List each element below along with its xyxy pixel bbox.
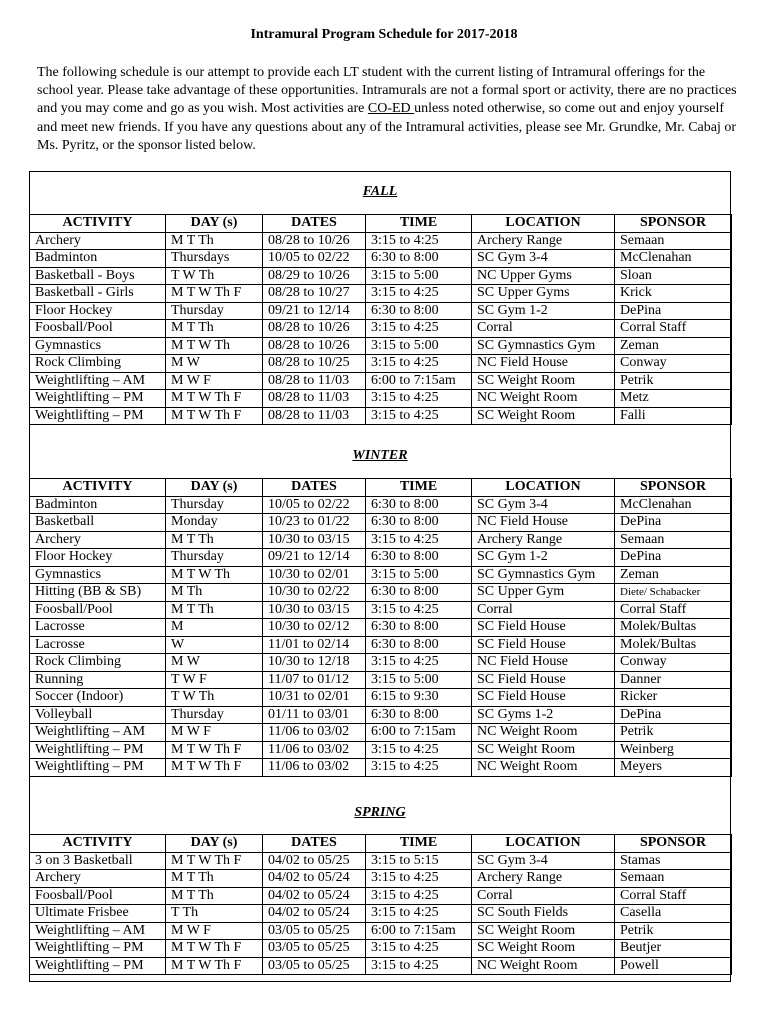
cell-time: 6:30 to 8:00 bbox=[366, 619, 472, 637]
cell-sponsor: Diete/ Schabacker bbox=[615, 584, 732, 602]
cell-location: Archery Range bbox=[472, 531, 615, 549]
column-header-dates: DATES bbox=[263, 215, 366, 233]
cell-location: Archery Range bbox=[472, 232, 615, 250]
table-row bbox=[30, 337, 732, 355]
intro-text-1: The following schedule is our attempt to provide each LT student with the current listing of Intramural offerings for the school year. Please take advantage of these opportunities. Intramurals are not a formal sport or activity, there are no practices and you may come and go as you wish. Most activities are bbox=[37, 65, 737, 117]
cell-day: Monday bbox=[166, 514, 263, 532]
cell-activity: Weightlifting – PM bbox=[30, 759, 166, 777]
cell-location: NC Field House bbox=[472, 355, 615, 373]
cell-location: NC Weight Room bbox=[472, 390, 615, 408]
cell-time: 6:30 to 8:00 bbox=[366, 706, 472, 724]
cell-activity: Badminton bbox=[30, 250, 166, 268]
cell-dates: 08/28 to 10/26 bbox=[263, 320, 366, 338]
cell-location: SC Gymnastics Gym bbox=[472, 566, 615, 584]
column-header-dates: DATES bbox=[263, 479, 366, 497]
cell-location: SC Field House bbox=[472, 619, 615, 637]
cell-sponsor: Krick bbox=[615, 285, 732, 303]
cell-day: M W F bbox=[166, 922, 263, 940]
intro-paragraph bbox=[37, 64, 742, 155]
column-header-activity: ACTIVITY bbox=[30, 835, 166, 853]
cell-location: SC Field House bbox=[472, 636, 615, 654]
cell-activity: Rock Climbing bbox=[30, 355, 166, 373]
cell-time: 3:15 to 4:25 bbox=[366, 940, 472, 958]
cell-sponsor: Casella bbox=[615, 905, 732, 923]
cell-day: M T W Th F bbox=[166, 390, 263, 408]
table-row bbox=[30, 232, 732, 250]
cell-activity: Weightlifting – PM bbox=[30, 957, 166, 975]
table-row bbox=[30, 302, 732, 320]
cell-day: M W F bbox=[166, 724, 263, 742]
cell-activity: Foosball/Pool bbox=[30, 320, 166, 338]
table-row bbox=[30, 531, 732, 549]
cell-sponsor: Powell bbox=[615, 957, 732, 975]
cell-time: 3:15 to 4:25 bbox=[366, 905, 472, 923]
cell-sponsor: Semaan bbox=[615, 232, 732, 250]
table-row bbox=[30, 619, 732, 637]
cell-dates: 08/28 to 11/03 bbox=[263, 390, 366, 408]
cell-activity: Weightlifting – PM bbox=[30, 407, 166, 425]
cell-activity: Gymnastics bbox=[30, 337, 166, 355]
cell-activity: Lacrosse bbox=[30, 636, 166, 654]
cell-dates: 11/06 to 03/02 bbox=[263, 724, 366, 742]
cell-day: M T Th bbox=[166, 887, 263, 905]
cell-day: T Th bbox=[166, 905, 263, 923]
cell-activity: Volleyball bbox=[30, 706, 166, 724]
cell-dates: 09/21 to 12/14 bbox=[263, 302, 366, 320]
cell-activity: Archery bbox=[30, 531, 166, 549]
table-row bbox=[30, 566, 732, 584]
spring-table bbox=[29, 834, 732, 975]
cell-activity: Basketball - Girls bbox=[30, 285, 166, 303]
cell-location: SC Weight Room bbox=[472, 407, 615, 425]
cell-location: NC Weight Room bbox=[472, 957, 615, 975]
cell-dates: 11/01 to 02/14 bbox=[263, 636, 366, 654]
cell-sponsor: Corral Staff bbox=[615, 320, 732, 338]
cell-activity: Basketball - Boys bbox=[30, 267, 166, 285]
cell-activity: Rock Climbing bbox=[30, 654, 166, 672]
cell-sponsor: Sloan bbox=[615, 267, 732, 285]
cell-sponsor: Corral Staff bbox=[615, 601, 732, 619]
season-heading-fall: FALL bbox=[362, 184, 398, 199]
cell-day: T W F bbox=[166, 671, 263, 689]
cell-dates: 10/30 to 03/15 bbox=[263, 531, 366, 549]
cell-dates: 10/23 to 01/22 bbox=[263, 514, 366, 532]
cell-dates: 09/21 to 12/14 bbox=[263, 549, 366, 567]
cell-time: 3:15 to 4:25 bbox=[366, 531, 472, 549]
cell-day: T W Th bbox=[166, 267, 263, 285]
cell-activity: Lacrosse bbox=[30, 619, 166, 637]
cell-dates: 10/05 to 02/22 bbox=[263, 250, 366, 268]
header-row bbox=[30, 215, 732, 233]
winter-table bbox=[29, 478, 732, 777]
table-row bbox=[30, 250, 732, 268]
cell-sponsor: Petrik bbox=[615, 724, 732, 742]
column-header-activity: ACTIVITY bbox=[30, 215, 166, 233]
table-row bbox=[30, 671, 732, 689]
table-row bbox=[30, 601, 732, 619]
cell-time: 6:00 to 7:15am bbox=[366, 724, 472, 742]
cell-activity: Weightlifting – PM bbox=[30, 741, 166, 759]
cell-day: Thursday bbox=[166, 706, 263, 724]
table-row bbox=[30, 759, 732, 777]
cell-dates: 08/28 to 11/03 bbox=[263, 372, 366, 390]
cell-dates: 08/28 to 10/26 bbox=[263, 337, 366, 355]
cell-location: SC Weight Room bbox=[472, 940, 615, 958]
cell-dates: 08/29 to 10/26 bbox=[263, 267, 366, 285]
cell-day: Thursday bbox=[166, 302, 263, 320]
cell-activity: Weightlifting – PM bbox=[30, 940, 166, 958]
cell-location: SC Gyms 1-2 bbox=[472, 706, 615, 724]
table-row bbox=[30, 940, 732, 958]
cell-dates: 04/02 to 05/24 bbox=[263, 905, 366, 923]
cell-dates: 11/06 to 03/02 bbox=[263, 741, 366, 759]
table-row bbox=[30, 372, 732, 390]
cell-dates: 11/06 to 03/02 bbox=[263, 759, 366, 777]
cell-location: Corral bbox=[472, 601, 615, 619]
cell-day: M W F bbox=[166, 372, 263, 390]
table-row bbox=[30, 905, 732, 923]
cell-sponsor: McClenahan bbox=[615, 496, 732, 514]
cell-time: 6:30 to 8:00 bbox=[366, 302, 472, 320]
cell-location: Archery Range bbox=[472, 870, 615, 888]
cell-day: M T W Th F bbox=[166, 741, 263, 759]
cell-sponsor: DePina bbox=[615, 514, 732, 532]
intro-coed: CO-ED bbox=[367, 101, 415, 117]
cell-day: M T Th bbox=[166, 601, 263, 619]
cell-day: M bbox=[166, 619, 263, 637]
cell-location: SC Upper Gym bbox=[472, 584, 615, 602]
table-row bbox=[30, 887, 732, 905]
cell-sponsor: Zeman bbox=[615, 337, 732, 355]
cell-sponsor: Molek/Bultas bbox=[615, 619, 732, 637]
cell-sponsor: Conway bbox=[615, 355, 732, 373]
cell-sponsor: McClenahan bbox=[615, 250, 732, 268]
cell-day: Thursday bbox=[166, 496, 263, 514]
cell-location: SC Gym 3-4 bbox=[472, 496, 615, 514]
cell-sponsor: Zeman bbox=[615, 566, 732, 584]
table-row bbox=[30, 922, 732, 940]
cell-activity: Running bbox=[30, 671, 166, 689]
cell-location: SC Field House bbox=[472, 689, 615, 707]
cell-time: 6:00 to 7:15am bbox=[366, 922, 472, 940]
cell-time: 6:00 to 7:15am bbox=[366, 372, 472, 390]
table-row bbox=[30, 549, 732, 567]
cell-dates: 10/05 to 02/22 bbox=[263, 496, 366, 514]
cell-time: 3:15 to 5:00 bbox=[366, 566, 472, 584]
cell-activity: Gymnastics bbox=[30, 566, 166, 584]
cell-time: 3:15 to 4:25 bbox=[366, 654, 472, 672]
cell-dates: 10/30 to 02/01 bbox=[263, 566, 366, 584]
cell-sponsor: Semaan bbox=[615, 870, 732, 888]
table-row bbox=[30, 496, 732, 514]
cell-location: SC Gymnastics Gym bbox=[472, 337, 615, 355]
table-row bbox=[30, 724, 732, 742]
table-row bbox=[30, 689, 732, 707]
cell-day: Thursdays bbox=[166, 250, 263, 268]
cell-day: M T W Th bbox=[166, 566, 263, 584]
cell-activity: Foosball/Pool bbox=[30, 887, 166, 905]
cell-activity: Soccer (Indoor) bbox=[30, 689, 166, 707]
column-header-location: LOCATION bbox=[472, 835, 615, 853]
cell-activity: Badminton bbox=[30, 496, 166, 514]
cell-sponsor: DePina bbox=[615, 549, 732, 567]
cell-dates: 03/05 to 05/25 bbox=[263, 940, 366, 958]
table-row bbox=[30, 870, 732, 888]
cell-sponsor: Weinberg bbox=[615, 741, 732, 759]
table-row bbox=[30, 267, 732, 285]
schedule-box bbox=[29, 171, 731, 982]
cell-location: SC Gym 1-2 bbox=[472, 302, 615, 320]
column-header-location: LOCATION bbox=[472, 479, 615, 497]
cell-activity: Floor Hockey bbox=[30, 302, 166, 320]
column-header-time: TIME bbox=[366, 215, 472, 233]
cell-day: M W bbox=[166, 654, 263, 672]
cell-sponsor: Petrik bbox=[615, 372, 732, 390]
cell-dates: 03/05 to 05/25 bbox=[263, 922, 366, 940]
cell-day: M T Th bbox=[166, 320, 263, 338]
cell-time: 3:15 to 4:25 bbox=[366, 232, 472, 250]
column-header-time: TIME bbox=[366, 479, 472, 497]
cell-activity: Basketball bbox=[30, 514, 166, 532]
cell-location: SC Gym 1-2 bbox=[472, 549, 615, 567]
cell-day: M Th bbox=[166, 584, 263, 602]
cell-activity: Archery bbox=[30, 232, 166, 250]
cell-time: 6:30 to 8:00 bbox=[366, 496, 472, 514]
column-header-activity: ACTIVITY bbox=[30, 479, 166, 497]
cell-activity: Foosball/Pool bbox=[30, 601, 166, 619]
cell-sponsor: Metz bbox=[615, 390, 732, 408]
cell-time: 3:15 to 4:25 bbox=[366, 887, 472, 905]
header-row bbox=[30, 835, 732, 853]
cell-location: NC Upper Gyms bbox=[472, 267, 615, 285]
column-header-dates: DATES bbox=[263, 835, 366, 853]
cell-time: 6:30 to 8:00 bbox=[366, 584, 472, 602]
column-header-location: LOCATION bbox=[472, 215, 615, 233]
cell-location: SC Field House bbox=[472, 671, 615, 689]
cell-dates: 10/30 to 02/22 bbox=[263, 584, 366, 602]
cell-time: 3:15 to 4:25 bbox=[366, 285, 472, 303]
cell-day: T W Th bbox=[166, 689, 263, 707]
cell-time: 3:15 to 4:25 bbox=[366, 601, 472, 619]
cell-time: 3:15 to 4:25 bbox=[366, 870, 472, 888]
cell-day: M T W Th bbox=[166, 337, 263, 355]
cell-sponsor: DePina bbox=[615, 302, 732, 320]
table-row bbox=[30, 390, 732, 408]
cell-location: NC Weight Room bbox=[472, 724, 615, 742]
cell-activity: Weightlifting – PM bbox=[30, 390, 166, 408]
cell-dates: 04/02 to 05/24 bbox=[263, 887, 366, 905]
table-row bbox=[30, 636, 732, 654]
table-row bbox=[30, 584, 732, 602]
column-header-sponsor: SPONSOR bbox=[615, 835, 732, 853]
cell-day: M T W Th F bbox=[166, 759, 263, 777]
cell-sponsor: Petrik bbox=[615, 922, 732, 940]
cell-dates: 08/28 to 10/27 bbox=[263, 285, 366, 303]
cell-activity: Weightlifting – AM bbox=[30, 372, 166, 390]
cell-time: 3:15 to 4:25 bbox=[366, 320, 472, 338]
cell-sponsor: Corral Staff bbox=[615, 887, 732, 905]
cell-day: W bbox=[166, 636, 263, 654]
table-row bbox=[30, 320, 732, 338]
cell-time: 3:15 to 5:00 bbox=[366, 267, 472, 285]
column-header-sponsor: SPONSOR bbox=[615, 479, 732, 497]
cell-sponsor: Semaan bbox=[615, 531, 732, 549]
cell-sponsor: Beutjer bbox=[615, 940, 732, 958]
cell-day: M T W Th F bbox=[166, 852, 263, 870]
cell-dates: 10/31 to 02/01 bbox=[263, 689, 366, 707]
cell-dates: 08/28 to 10/26 bbox=[263, 232, 366, 250]
table-row bbox=[30, 355, 732, 373]
season-heading-spring: SPRING bbox=[354, 805, 406, 820]
cell-dates: 03/05 to 05/25 bbox=[263, 957, 366, 975]
cell-time: 3:15 to 4:25 bbox=[366, 957, 472, 975]
cell-location: Corral bbox=[472, 887, 615, 905]
cell-day: M T Th bbox=[166, 531, 263, 549]
table-row bbox=[30, 654, 732, 672]
cell-sponsor: Ricker bbox=[615, 689, 732, 707]
cell-time: 6:30 to 8:00 bbox=[366, 514, 472, 532]
fall-table bbox=[29, 214, 732, 425]
table-row bbox=[30, 852, 732, 870]
cell-time: 3:15 to 4:25 bbox=[366, 390, 472, 408]
cell-sponsor: Meyers bbox=[615, 759, 732, 777]
cell-location: SC Gym 3-4 bbox=[472, 852, 615, 870]
table-row bbox=[30, 741, 732, 759]
cell-activity: Archery bbox=[30, 870, 166, 888]
cell-time: 6:15 to 9:30 bbox=[366, 689, 472, 707]
cell-sponsor: Molek/Bultas bbox=[615, 636, 732, 654]
cell-location: SC Gym 3-4 bbox=[472, 250, 615, 268]
column-header-day: DAY (s) bbox=[166, 835, 263, 853]
cell-location: NC Field House bbox=[472, 514, 615, 532]
cell-day: M W bbox=[166, 355, 263, 373]
cell-time: 6:30 to 8:00 bbox=[366, 250, 472, 268]
cell-location: NC Field House bbox=[472, 654, 615, 672]
cell-sponsor: Falli bbox=[615, 407, 732, 425]
cell-location: SC Weight Room bbox=[472, 372, 615, 390]
season-heading-winter: WINTER bbox=[352, 448, 408, 463]
cell-activity: Floor Hockey bbox=[30, 549, 166, 567]
cell-time: 3:15 to 5:00 bbox=[366, 337, 472, 355]
cell-location: SC Upper Gyms bbox=[472, 285, 615, 303]
cell-day: M T W Th F bbox=[166, 940, 263, 958]
header-row bbox=[30, 479, 732, 497]
cell-day: M T Th bbox=[166, 232, 263, 250]
cell-dates: 08/28 to 10/25 bbox=[263, 355, 366, 373]
table-row bbox=[30, 407, 732, 425]
column-header-sponsor: SPONSOR bbox=[615, 215, 732, 233]
cell-dates: 01/11 to 03/01 bbox=[263, 706, 366, 724]
cell-time: 3:15 to 4:25 bbox=[366, 759, 472, 777]
cell-dates: 04/02 to 05/24 bbox=[263, 870, 366, 888]
cell-time: 3:15 to 5:15 bbox=[366, 852, 472, 870]
cell-time: 3:15 to 4:25 bbox=[366, 741, 472, 759]
cell-location: Corral bbox=[472, 320, 615, 338]
cell-dates: 10/30 to 12/18 bbox=[263, 654, 366, 672]
cell-day: M T Th bbox=[166, 870, 263, 888]
cell-sponsor: Conway bbox=[615, 654, 732, 672]
cell-sponsor: Stamas bbox=[615, 852, 732, 870]
column-header-day: DAY (s) bbox=[166, 215, 263, 233]
cell-dates: 08/28 to 11/03 bbox=[263, 407, 366, 425]
cell-activity: Weightlifting – AM bbox=[30, 724, 166, 742]
cell-time: 6:30 to 8:00 bbox=[366, 549, 472, 567]
cell-activity: Hitting (BB & SB) bbox=[30, 584, 166, 602]
cell-time: 3:15 to 4:25 bbox=[366, 355, 472, 373]
cell-location: SC South Fields bbox=[472, 905, 615, 923]
table-row bbox=[30, 706, 732, 724]
cell-day: M T W Th F bbox=[166, 957, 263, 975]
cell-activity: Weightlifting – AM bbox=[30, 922, 166, 940]
table-row bbox=[30, 957, 732, 975]
cell-activity: 3 on 3 Basketball bbox=[30, 852, 166, 870]
cell-time: 6:30 to 8:00 bbox=[366, 636, 472, 654]
cell-location: SC Weight Room bbox=[472, 741, 615, 759]
cell-sponsor: DePina bbox=[615, 706, 732, 724]
intro-text-2: unless noted otherwise, so come out and enjoy yourself and meet new friends. If you have any questions about any of the Intramural activities, please see Mr. Grundke, Mr. Cabaj or Ms. Pyritz, or the sponsor listed below. bbox=[37, 101, 737, 153]
cell-day: M T W Th F bbox=[166, 285, 263, 303]
cell-activity: Ultimate Frisbee bbox=[30, 905, 166, 923]
cell-time: 3:15 to 5:00 bbox=[366, 671, 472, 689]
cell-sponsor: Danner bbox=[615, 671, 732, 689]
column-header-day: DAY (s) bbox=[166, 479, 263, 497]
column-header-time: TIME bbox=[366, 835, 472, 853]
cell-location: SC Weight Room bbox=[472, 922, 615, 940]
cell-day: Thursday bbox=[166, 549, 263, 567]
table-row bbox=[30, 285, 732, 303]
cell-dates: 10/30 to 02/12 bbox=[263, 619, 366, 637]
cell-time: 3:15 to 4:25 bbox=[366, 407, 472, 425]
cell-location: NC Weight Room bbox=[472, 759, 615, 777]
cell-dates: 04/02 to 05/25 bbox=[263, 852, 366, 870]
page-title: Intramural Program Schedule for 2017-2018 bbox=[250, 27, 518, 42]
cell-dates: 11/07 to 01/12 bbox=[263, 671, 366, 689]
table-row bbox=[30, 514, 732, 532]
cell-dates: 10/30 to 03/15 bbox=[263, 601, 366, 619]
cell-day: M T W Th F bbox=[166, 407, 263, 425]
